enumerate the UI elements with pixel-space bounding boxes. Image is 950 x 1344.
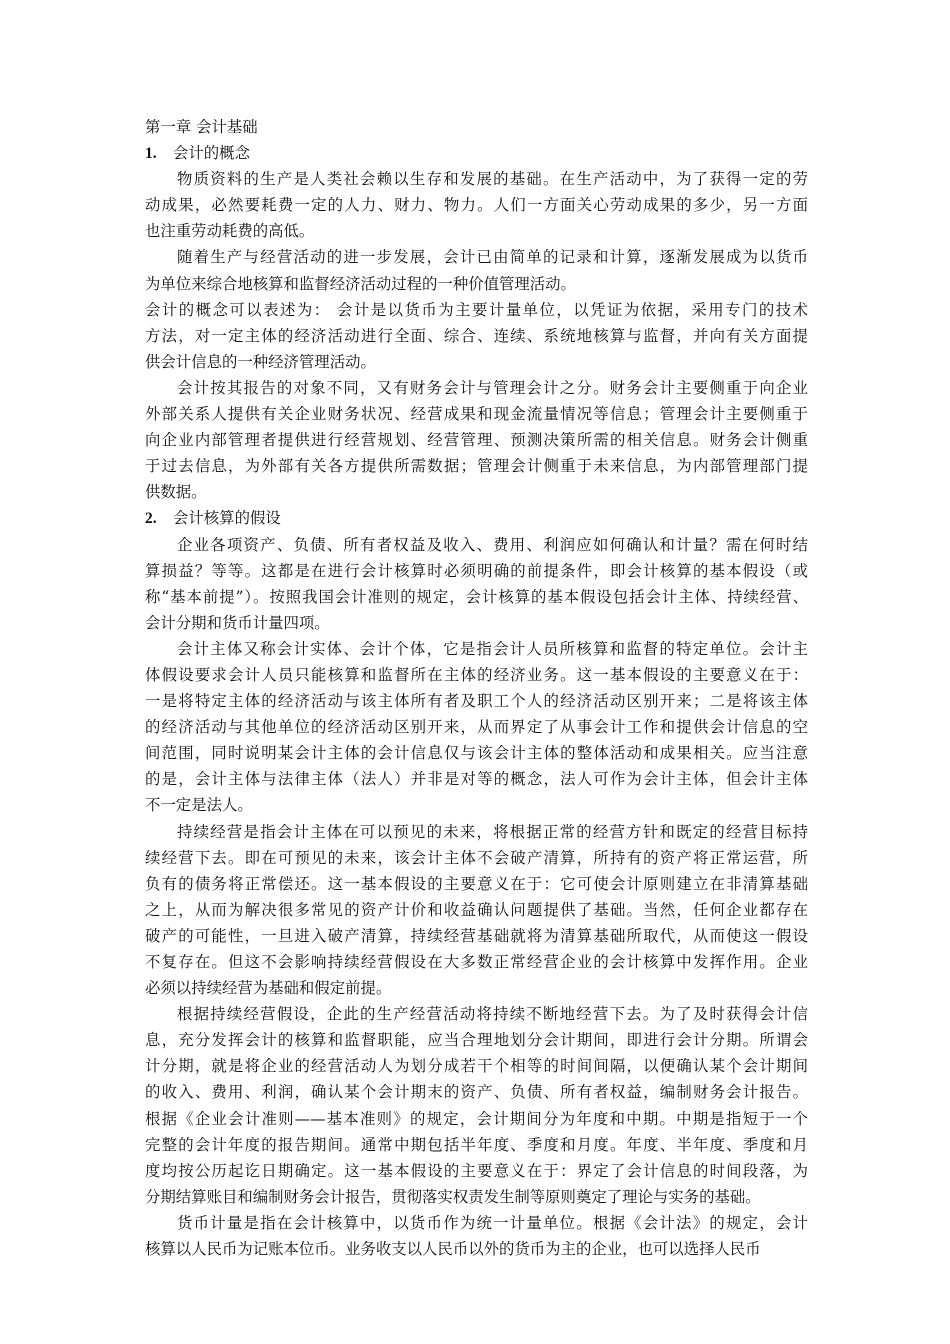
paragraph [145, 375, 808, 505]
paragraph-line: 间范围，同时说明某会计主体的会计信息仅与该会计主体的整体活动和成果相关。应当注意 [145, 744, 808, 763]
paragraph-line: 算损益？等等。这都是在进行会计核算时必须明确的前提条件，即会计核算的基本假设（或 [145, 561, 808, 580]
paragraph-line: 分期结算账目和编制财务会计报告，贯彻落实权责发生制等原则奠定了理论与实务的基础。 [145, 1187, 761, 1206]
paragraph [145, 532, 808, 636]
section-heading [145, 140, 808, 166]
section-number: 2. [145, 510, 157, 528]
paragraph-line: 为单位来综合地核算和监督经济活动过程的一种价值管理活动。 [145, 274, 576, 293]
paragraph-line: 根据持续经营假设，企此的生产经营活动将持续不断地经营下去。为了及时获得会计信 [177, 1005, 808, 1024]
paragraph-line: 负有的债务将正常偿还。这一基本假设的主要意义在于：它可使会计原则建立在非清算基础 [145, 874, 808, 893]
paragraph-line: 体假设要求会计人员只能核算和监督所在主体的经济业务。这一基本假设的主要意义在于： [145, 665, 808, 684]
paragraph-line: 的经济活动与其他单位的经济活动区别开来，从而界定了从事会计工作和提供会计信息的空 [145, 718, 808, 737]
paragraph-line: 于过去信息，为外部有关各方提供所需数据；管理会计侧重于未来信息，为内部管理部门提 [145, 457, 808, 476]
paragraph-line: 不一定是法人。 [145, 796, 253, 815]
paragraph [145, 1210, 808, 1262]
paragraph-line: 必须以持续经营为基础和假定前提。 [145, 979, 392, 998]
paragraph-line: 会计分期和货币计量四项。 [145, 613, 330, 632]
paragraph-line: 一是将特定主体的经济活动与该主体所有者及职工个人的经济活动区别开来；二是将该主体 [145, 692, 808, 711]
paragraph-line: 外部关系人提供有关企业财务状况、经营成果和现金流量情况等信息；管理会计主要侧重于 [145, 405, 808, 424]
paragraph-line: 之上，从而为解决很多常见的资产计价和收益确认问题提供了基础。当然，任何企业都存在 [145, 900, 808, 919]
paragraph-line: 根据《企业会计准则——基本准则》的规定，会计期间分为年度和中期。中期是指短于一个 [145, 1109, 808, 1128]
paragraph [145, 297, 808, 375]
paragraph-line: 会计按其报告的对象不同，又有财务会计与管理会计之分。财务会计主要侧重于向企业 [177, 378, 808, 397]
paragraph-line: 不复存在。但这不会影响持续经营假设在大多数正常经营企业的会计核算中发挥作用。企业 [145, 953, 808, 971]
paragraph-line: 持续经营是指会计主体在可以预见的未来，将根据正常的经营方针和既定的经营目标持 [177, 822, 808, 841]
paragraph-line: 的是，会计主体与法律主体（法人）并非是对等的概念，法人可作为会计主体，但会计主体 [145, 770, 808, 789]
paragraph [145, 636, 808, 819]
paragraph-line: 供会计信息的一种经济管理活动。 [145, 352, 376, 371]
paragraph-line: 也注重劳动耗费的高低。 [145, 222, 315, 241]
paragraph [145, 244, 808, 296]
paragraph-line: 息，充分发挥会计的核算和监督职能，应当合理地划分会计期间，即进行会计分期。所谓会 [145, 1031, 808, 1050]
paragraph [145, 1001, 808, 1210]
document-page [145, 114, 808, 1262]
paragraph-line: 随着生产与经营活动的进一步发展，会计已由简单的记录和计算，逐渐发展成为以货币 [177, 248, 808, 267]
paragraph-line: 称“基本前提”）。按照我国会计准则的规定，会计核算的基本假设包括会计主体、持续经营、 [145, 587, 808, 606]
chapter-title: 第一章 会计基础 [145, 118, 258, 136]
section-title: 会计核算的假设 [173, 509, 281, 528]
paragraph-line: 会计的概念可以表述为： 会计是以货币为主要计量单位，以凭证为依据，采用专门的技术 [145, 300, 808, 319]
paragraph-line: 向企业内部管理者提供进行经营规划、经营管理、预测决策所需的相关信息。财务会计侧重 [145, 431, 808, 450]
paragraph-line: 完整的会计年度的报告期间。通常中期包括半年度、季度和月度。年度、半年度、季度和月 [145, 1135, 808, 1154]
paragraph-line: 货币计量是指在会计核算中，以货币作为统一计量单位。根据《会计法》的规定，会计 [177, 1213, 808, 1232]
paragraph-line: 续经营下去。即在可预见的未来，该会计主体不会破产清算，所持有的资产将正常运营，所 [145, 848, 808, 867]
paragraph-line: 物质资料的生产是人类社会赖以生存和发展的基础。在生产活动中，为了获得一定的劳 [177, 170, 808, 189]
paragraph-line: 破产的可能性，一旦进入破产清算，持续经营基础就将为清算基础所取代，从而使这一假设 [145, 926, 808, 945]
document-body [145, 140, 808, 1262]
section-heading [145, 505, 808, 531]
paragraph-line: 动成果，必然要耗费一定的人力、财力、物力。人们一方面关心劳动成果的多少，另一方面 [145, 196, 808, 215]
paragraph [145, 819, 808, 1002]
paragraph-line: 会计主体又称会计实体、会计个体，它是指会计人员所核算和监督的特定单位。会计主 [177, 639, 808, 658]
paragraph-line: 计分期，就是将企业的经营活动人为划分成若干个相等的时间间隔，以便确认某个会计期间 [145, 1057, 808, 1076]
paragraph-line: 度均按公历起讫日期确定。这一基本假设的主要意义在于：界定了会计信息的时间段落，为 [145, 1161, 808, 1180]
section-number: 1. [145, 145, 157, 163]
paragraph-line: 核算以人民币为记账本位币。业务收支以人民币以外的货币为主的企业，也可以选择人民币 [145, 1240, 761, 1259]
paragraph [145, 166, 808, 244]
paragraph-line: 供数据。 [145, 483, 207, 502]
paragraph-line: 方法，对一定主体的经济活动进行全面、综合、连续、系统地核算与监督，并向有关方面提 [145, 326, 808, 345]
paragraph-line: 的收入、费用、利润，确认某个会计期末的资产、负债、所有者权益，编制财务会计报告。 [145, 1083, 808, 1102]
section-title: 会计的概念 [173, 144, 250, 163]
paragraph-line: 企业各项资产、负债、所有者权益及收入、费用、利润应如何确认和计量？需在何时结 [177, 535, 808, 554]
